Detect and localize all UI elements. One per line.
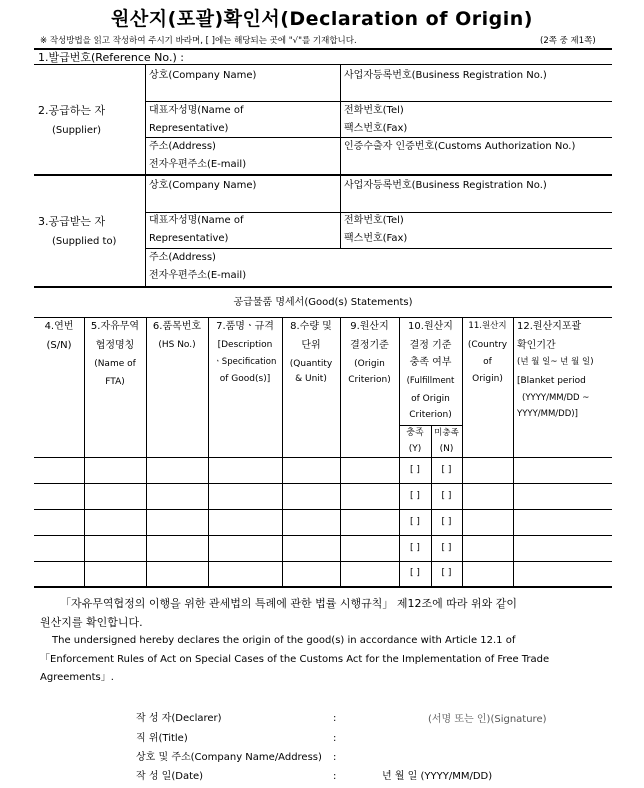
col-description-header-4: of Good(s)] [219,374,271,384]
recipient-email-field[interactable]: 전자우편주소(E-mail) [149,270,247,281]
supplier-left-divider [145,65,146,175]
supplier-rep-field[interactable]: 대표자성명(Name of [149,105,244,116]
checkbox-yes-row4[interactable]: [ ] [410,543,420,553]
col-description-header: 7.품명ㆍ규격 [216,321,274,332]
supplier-row-rule-1 [145,101,612,102]
issue-rule [34,64,612,65]
supplier-label: 2.공급하는 자 [38,104,106,117]
checkbox-no-row3[interactable]: [ ] [441,517,452,527]
col-quantity-header: 8.수량 및 [290,321,332,332]
signature-hint[interactable]: (서명 또는 인)(Signature) [428,714,547,725]
statement-en-line2: 「Enforcement Rules of Act on Special Cases of the Customs Act for the Implementation of Free Trade [40,654,550,665]
col10-sub-rule [399,425,462,426]
col-country-header-4: Origin) [472,374,503,384]
col-divider-8-9 [340,318,341,587]
recipient-address-field[interactable]: 주소(Address) [149,252,216,263]
statement-en-line1: The undersigned hereby declares the origin of the good(s) in accordance with Article 12.1 of [52,635,516,646]
col-period-header-4: [Blanket period [517,376,586,386]
recipient-row-rule-2 [145,248,612,249]
col-quantity-header-4: & Unit) [295,374,327,384]
document-title: 원산지(포괄)확인서(Declaration of Origin) [111,8,533,30]
col-divider-7-8 [282,318,283,587]
col-fta-header-4: FTA) [105,377,125,387]
checkbox-no-row5[interactable]: [ ] [441,568,452,578]
recipient-left-divider [145,176,146,287]
col-fta-header-2: 협정명칭 [95,340,135,351]
checkbox-no-row2[interactable]: [ ] [441,491,452,501]
col-divider-5-6 [146,318,147,587]
page-indicator: (2쪽 중 제1쪽) [540,36,596,46]
instruction-note: ※ 작성방법을 읽고 작성하여 주시기 바라며, [ ]에는 해당되는 곳에 "√"를 기재합니다. [40,36,357,46]
statement-en-line3: Agreements」. [40,672,114,683]
recipient-label-en: (Supplied to) [52,236,117,247]
col-fta-header: 5.자유무역 [90,321,140,332]
recipient-label: 3.공급받는 자 [38,215,106,228]
recipient-tel-field[interactable]: 전화번호(Tel) [344,215,404,226]
col-criterion-header-2: 결정기준 [350,340,389,351]
col-criterion-header: 9.원산지 [350,321,389,332]
table-bottom-rule [34,586,612,588]
col-fta-header-3: (Name of [94,359,136,369]
col-quantity-header-3: (Quantity [289,359,333,369]
goods-title-rule [34,317,612,318]
col-period-header-3: (년 월 일~ 년 월 일) [517,357,594,367]
col-fulfillment-header-3: 충족 여부 [409,357,452,368]
supplier-biz-no-field[interactable]: 사업자등록번호(Business Registration No.) [344,70,547,81]
col-criterion-header-4: Criterion) [348,375,391,385]
row2-rule [34,509,612,510]
recipient-rep-field[interactable]: 대표자성명(Name of [149,215,244,226]
col-sn-header: 4.연번 [44,321,74,332]
title-colon: : [333,733,337,744]
supplier-row-rule-2 [145,137,612,138]
top-rule [34,48,612,50]
col-period-header-6: YYYY/MM/DD)] [517,409,578,419]
col-divider-4-5 [84,318,85,587]
company-address-colon: : [333,752,337,763]
col-fulfillment-header-6: Criterion) [409,410,452,420]
date-colon: : [333,771,337,782]
col-fulfillment-yes: 충족 [406,428,424,438]
row4-rule [34,561,612,562]
col-hs-header-en: (HS No.) [158,340,196,350]
supplier-bottom-rule [34,174,612,176]
recipient-bottom-rule [34,286,612,288]
col-fulfillment-header-4: (Fulfillment [406,376,455,386]
col-criterion-header-3: (Origin [354,359,385,369]
recipient-row-rule-1 [145,212,612,213]
col-quantity-header-2: 단위 [301,340,321,351]
supplier-company-field[interactable]: 상호(Company Name) [149,70,257,81]
checkbox-no-row1[interactable]: [ ] [441,465,452,475]
col-period-header: 12.원산지포괄 [517,321,582,332]
supplier-mid-divider [340,65,341,175]
col-fulfillment-yes-en: (Y) [408,444,422,454]
checkbox-yes-row3[interactable]: [ ] [410,517,420,527]
supplier-email-field[interactable]: 전자우편주소(E-mail) [149,159,247,170]
col-description-header-2: [Description [217,340,273,350]
recipient-company-field[interactable]: 상호(Company Name) [149,180,257,191]
supplier-address-field[interactable]: 주소(Address) [149,141,216,152]
checkbox-yes-row5[interactable]: [ ] [410,568,420,578]
col-fulfillment-no-en: (N) [439,444,454,454]
col-country-header-3: of [483,357,492,367]
checkbox-yes-row2[interactable]: [ ] [410,491,420,501]
col-country-header: 11.원산지 [468,321,507,331]
col-sn-header-en: (S/N) [46,340,72,351]
declarer-colon: : [333,713,337,724]
recipient-rep-field-cont: Representative) [149,233,229,244]
col-country-header-2: (Country [467,340,508,350]
supplier-label-en: (Supplier) [52,125,102,136]
supplier-rep-field-cont: Representative) [149,123,229,134]
issue-number-label: 1.발급번호(Reference No.) : [38,51,184,64]
supplier-tel-field[interactable]: 전화번호(Tel) [344,105,404,116]
row3-rule [34,535,612,536]
checkbox-yes-row1[interactable]: [ ] [410,465,420,475]
recipient-fax-field[interactable]: 팩스번호(Fax) [344,233,408,244]
declarer-label: 작 성 자(Declarer) [136,713,222,724]
title-label: 직 위(Title) [136,733,188,744]
supplier-auth-no-field[interactable]: 인증수출자 인증번호(Customs Authorization No.) [344,141,576,152]
checkbox-no-row4[interactable]: [ ] [441,543,452,553]
col-period-header-5: (YYYY/MM/DD ~ [522,393,590,403]
row1-rule [34,483,612,484]
col-fulfillment-no: 미충족 [434,428,459,438]
statement-kr-line1: 「자유무역협정의 이행을 위한 관세법의 특례에 관한 법률 시행규칙」 제12조에 따라 위와 같이 [60,597,517,610]
company-address-label: 상호 및 주소(Company Name/Address) [136,752,322,763]
statement-kr-line2: 원산지를 확인합니다. [40,616,143,629]
date-value[interactable]: 년 월 일 (YYYY/MM/DD) [382,771,493,782]
col-period-header-2: 확인기간 [517,340,556,351]
date-label: 작 성 일(Date) [136,771,204,782]
goods-header-rule [34,457,612,458]
col-fulfillment-header: 10.원산지 [408,321,453,332]
col-description-header-3: ㆍSpecification [213,357,277,367]
col-fulfillment-header-5: of Origin [411,394,450,404]
supplier-fax-field[interactable]: 팩스번호(Fax) [344,123,408,134]
col-hs-header: 6.품목번호 [152,321,202,332]
goods-statement-title: 공급물품 명세서(Good(s) Statements) [233,297,413,308]
recipient-biz-no-field[interactable]: 사업자등록번호(Business Registration No.) [344,180,547,191]
col-fulfillment-header-2: 결정 기준 [409,340,452,351]
col-divider-11-12 [513,318,514,587]
